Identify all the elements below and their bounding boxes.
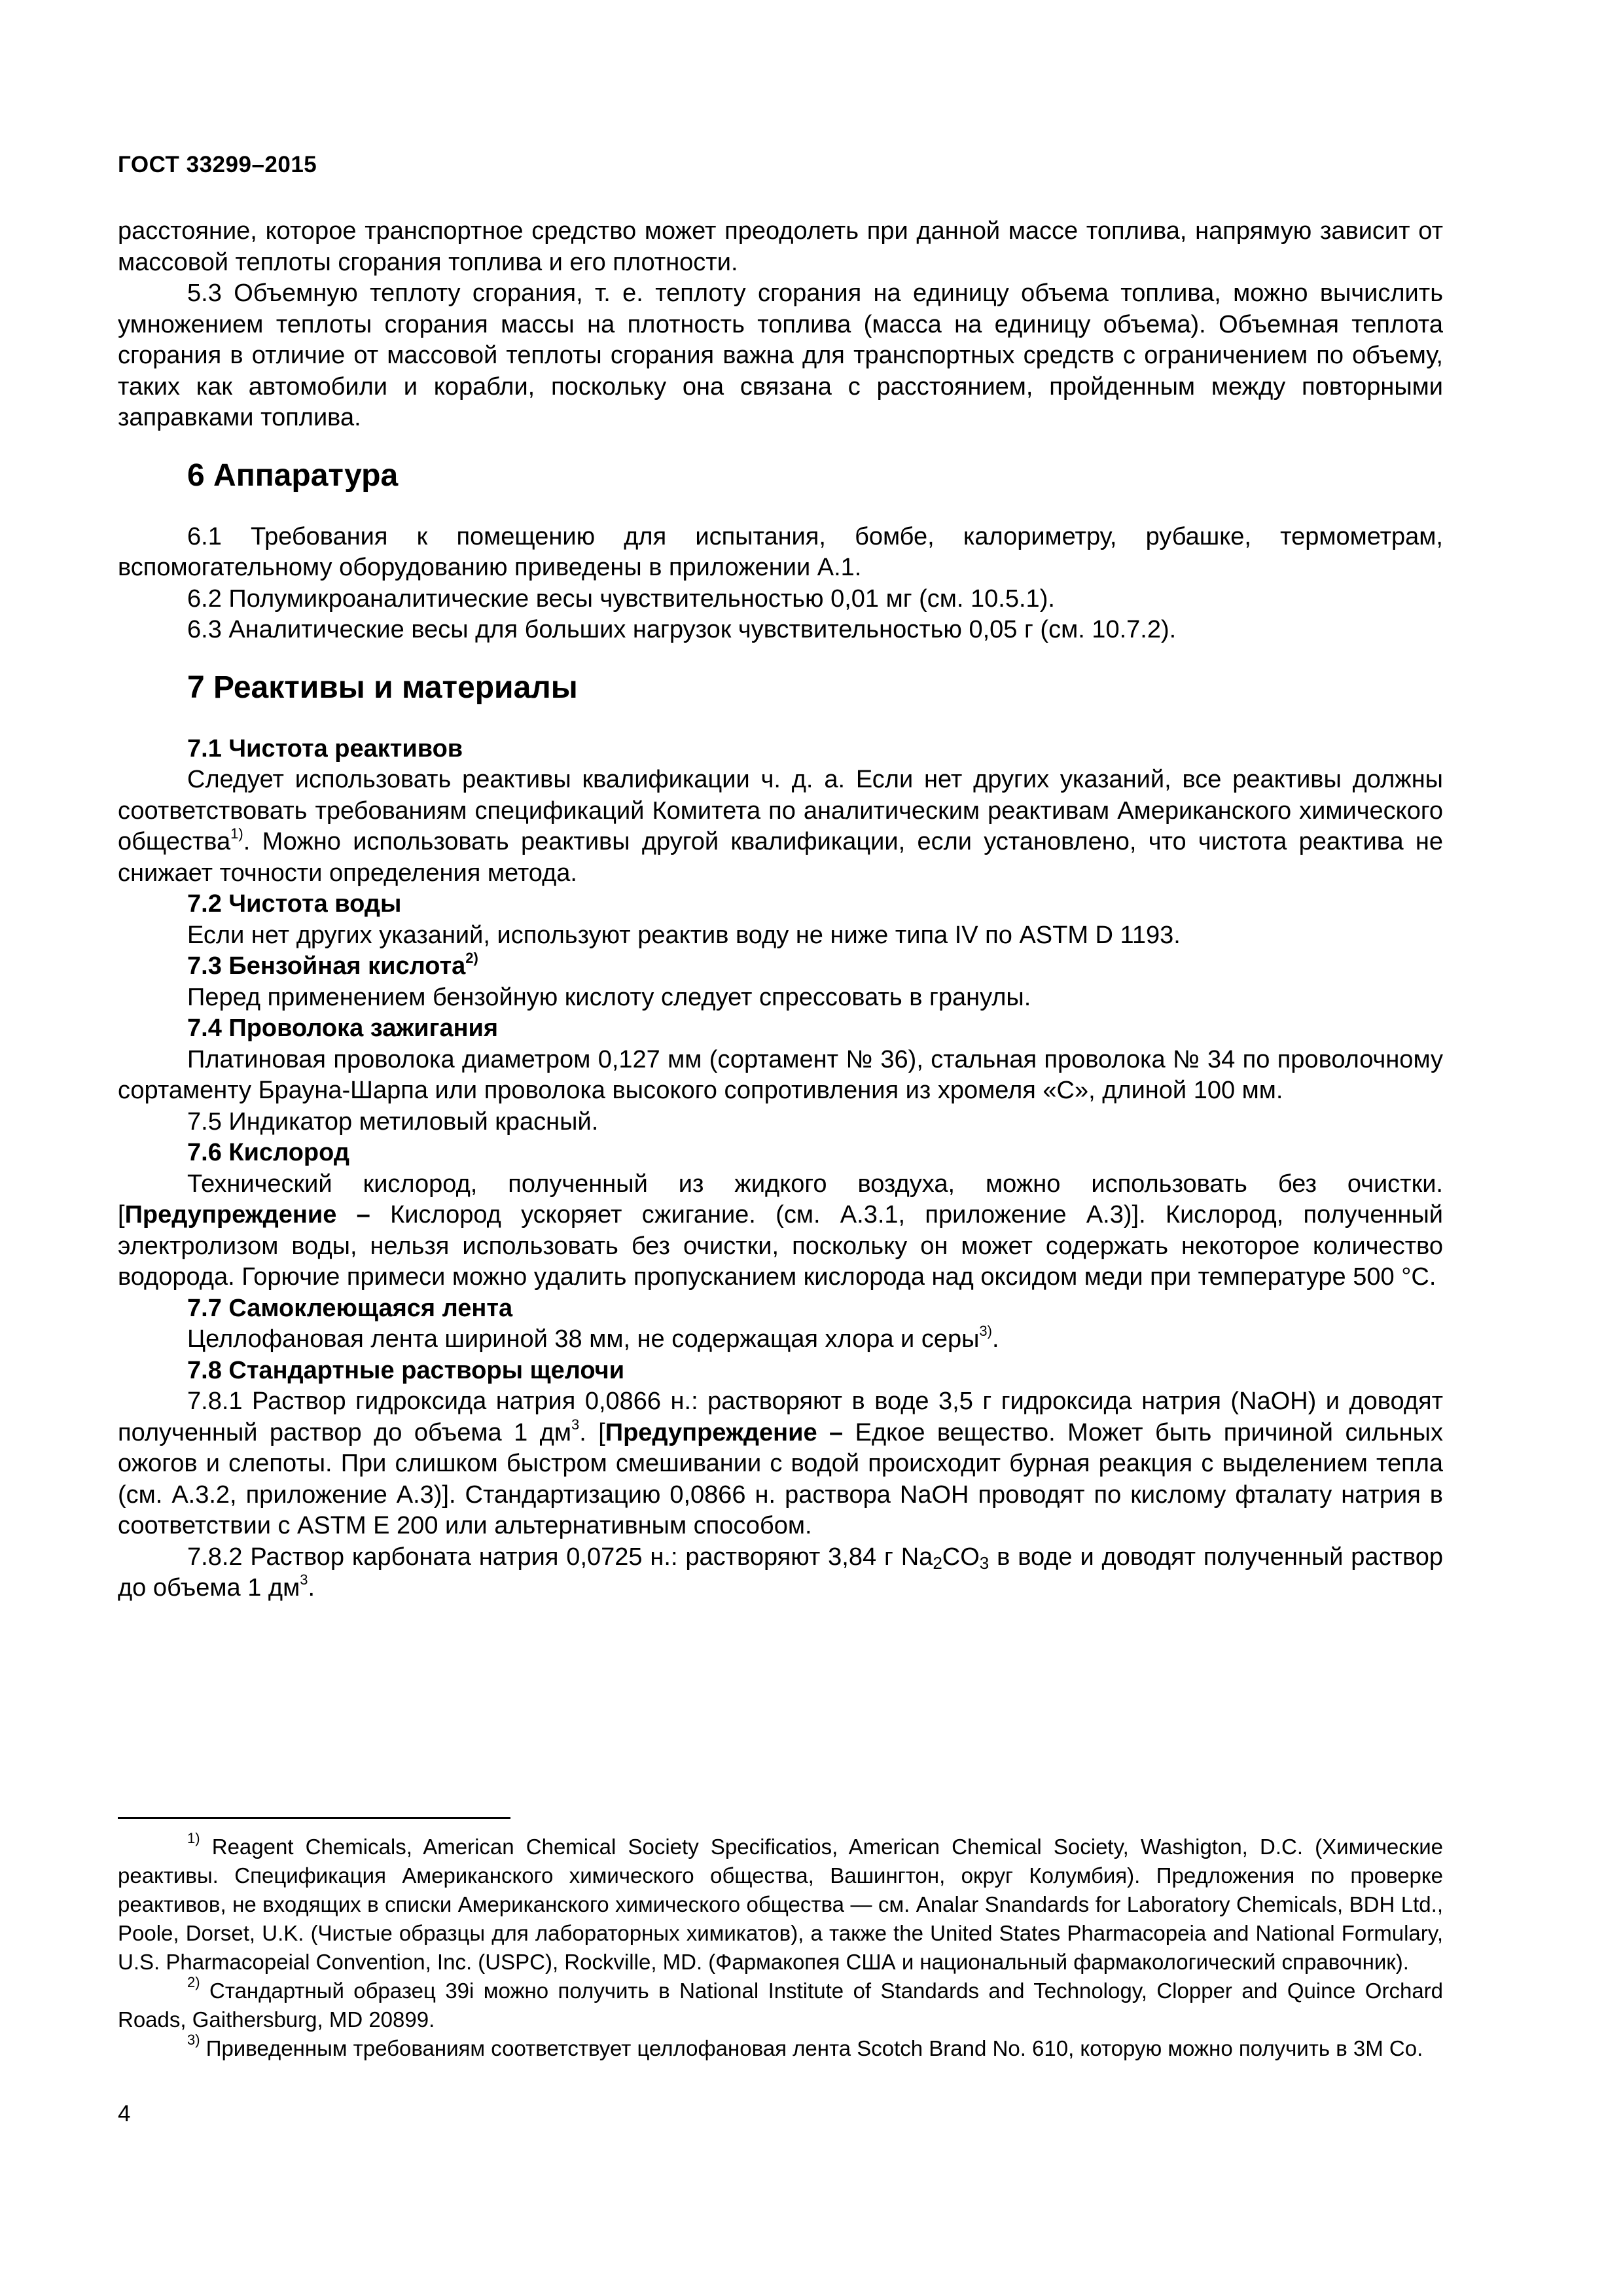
page-body <box>118 216 1443 1604</box>
subsection-7-3-title: 7.3 Бензойная кислота$^{2)}$ <box>187 950 478 980</box>
subsection-7-1-title: 7.1 Чистота реактивов <box>187 734 463 762</box>
footnote-ref-3: 3) <box>979 1323 992 1339</box>
footnote-ref-1: 1) <box>230 825 243 842</box>
paragraph-7-6: Технический кислород, полученный из жидкого воздуха, можно использовать без очистки. [Предупреждение – Кислород ускоряет сжигание. (см. А.3.1, приложение А.3)]. Кислород, полученный электролизом воды, нельзя использовать без очистки, поскольку он может содержать некоторое количество водорода. Горючие примеси можно удалить пропусканием кислорода над оксидом меди при температуре 500 °С. <box>118 1170 1443 1291</box>
page-number: 4 <box>118 2101 131 2126</box>
paragraph-7-8-2: 7.8.2 Раствор карбоната натрия 0,0725 н.: растворяют 3,84 г $Na_2CO_3$ в воде и доводят полученный раствор до объема 1 $дм^3$. <box>118 1543 1443 1602</box>
paragraph-7-1: Следует использовать реактивы квалификации ч. д. а. Если нет других указаний, все реактивы должны соответствовать требованиям спецификаций Комитета по аналитическим реактивам Американского химического общества$^{1)}$. Можно использовать реактивы другой квалификации, если установлено, что чистота реактива не снижает точности определения метода. <box>118 766 1443 887</box>
subsection-7-7-title: 7.7 Самоклеющаяся лента <box>187 1294 513 1322</box>
document-header: ГОСТ 33299–2015 <box>118 152 317 177</box>
footnotes <box>118 1830 1444 2063</box>
subsection-7-2-title: 7.2 Чистота воды <box>187 890 402 918</box>
footnote-ref-2: 2) <box>465 950 478 966</box>
subsection-7-8-title: 7.8 Стандартные растворы щелочи <box>187 1356 625 1384</box>
footnote-1: $^{1)}$ Reagent Chemicals, American Chemical Society Specificatios, American Chemical Society, Washigton, D.C. (Химические реактивы. Спецификация Американского химического общества, Вашингтон, округ Колумбия). Предложения по проверке реактивов, не входящих в списки Американского химического общества — см. Analar Snandards for Laboratory Chemicals, BDH Ltd., Poole, Dorset, U.K. (Чистые образцы для лабораторных химикатов), а также the United States Pharmacopeia and National Formulary, U.S. Pharmacopeial Convention, Inc. (USPC), Rockville, MD. (Фармакопея США и национальный фармакологический справочник). <box>118 1830 1443 1974</box>
paragraph-continuation: расстояние, которое транспортное средство может преодолеть при данной массе топлива, напрямую зависит от массовой теплоты сгорания топлива и его плотности. <box>118 217 1443 276</box>
warning-label: Предупреждение – <box>605 1418 844 1446</box>
footnote-3: $^{3)}$ Приведенным требованиям соответствует целлофановая лента Scotch Brand No. 610, которую можно получить в 3M Co. <box>187 2032 1423 2060</box>
subsection-7-6-title: 7.6 Кислород <box>187 1139 349 1166</box>
paragraph-5-3: 5.3 Объемную теплоту сгорания, т. е. теплоту сгорания на единицу объема топлива, можно вычислить умножением теплоты сгорания массы на плотность топлива (масса на единицу объема). Объемная теплота сгорания в отличие от массовой теплоты сгорания важна для транспортных средств с ограничением по объему, таких как автомобили и корабли, поскольку она связана с расстоянием, пройденным между повторными заправками топлива. <box>118 279 1443 431</box>
section-7-title: 7 Реактивы и материалы <box>187 670 578 705</box>
paragraph-6-3: 6.3 Аналитические весы для больших нагрузок чувствительностью 0,05 г (см. 10.7.2). <box>187 616 1177 643</box>
paragraph-7-8-1: 7.8.1 Раствор гидроксида натрия 0,0866 н.: растворяют в воде 3,5 г гидроксида натрия (NaOH) и доводят полученный раствор до объема 1 $дм^3$. [Предупреждение – Едкое вещество. Может быть причиной сильных ожогов и слепоты. При слишком быстром смешивании с водой происходит бурная реакция с выделением тепла (см. А.3.2, приложение А.3)]. Стандартизацию 0,0866 н. раствора NaOH проводят по кислому фталату натрия в соответствии с ASTM E 200 или альтернативным способом. <box>118 1388 1443 1539</box>
paragraph-6-2: 6.2 Полумикроаналитические весы чувствительностью 0,01 мг (см. 10.5.1). <box>187 584 1055 613</box>
footnote-2: $^{2)}$ Стандартный образец 39i можно получить в National Institute of Standards and Technology, Clopper and Quince Orchard Roads, Gaithersburg, MD 20899. <box>118 1974 1444 2032</box>
paragraph-7-3: Перед применением бензойную кислоту следует спрессовать в гранулы. <box>187 983 1031 1011</box>
paragraph-7-4: Платиновая проволока диаметром 0,127 мм (сортамент № 36), стальная проволока № 34 по проволочному сортаменту Брауна-Шарпа или проволока высокого сопротивления из хромеля «С», длиной 100 мм. <box>118 1045 1443 1104</box>
paragraph-7-5: 7.5 Индикатор метиловый красный. <box>187 1107 599 1136</box>
warning-label: Предупреждение – <box>124 1201 370 1229</box>
subsection-7-4-title: 7.4 Проволока зажигания <box>187 1014 499 1042</box>
paragraph-7-2: Если нет других указаний, используют реактив воду не ниже типа IV по ASTM D 1193. <box>187 921 1181 949</box>
section-6-title: 6 Аппаратура <box>187 457 399 493</box>
paragraph-6-1: 6.1 Требования к помещению для испытания, бомбе, калориметру, рубашке, термометрам, вспомогательному оборудованию приведены в приложении А.1. <box>118 522 1443 581</box>
footnote-divider <box>118 1817 510 1819</box>
paragraph-7-7: Целлофановая лента шириной 38 мм, не содержащая хлора и серы$^{3)}$. <box>187 1323 999 1353</box>
